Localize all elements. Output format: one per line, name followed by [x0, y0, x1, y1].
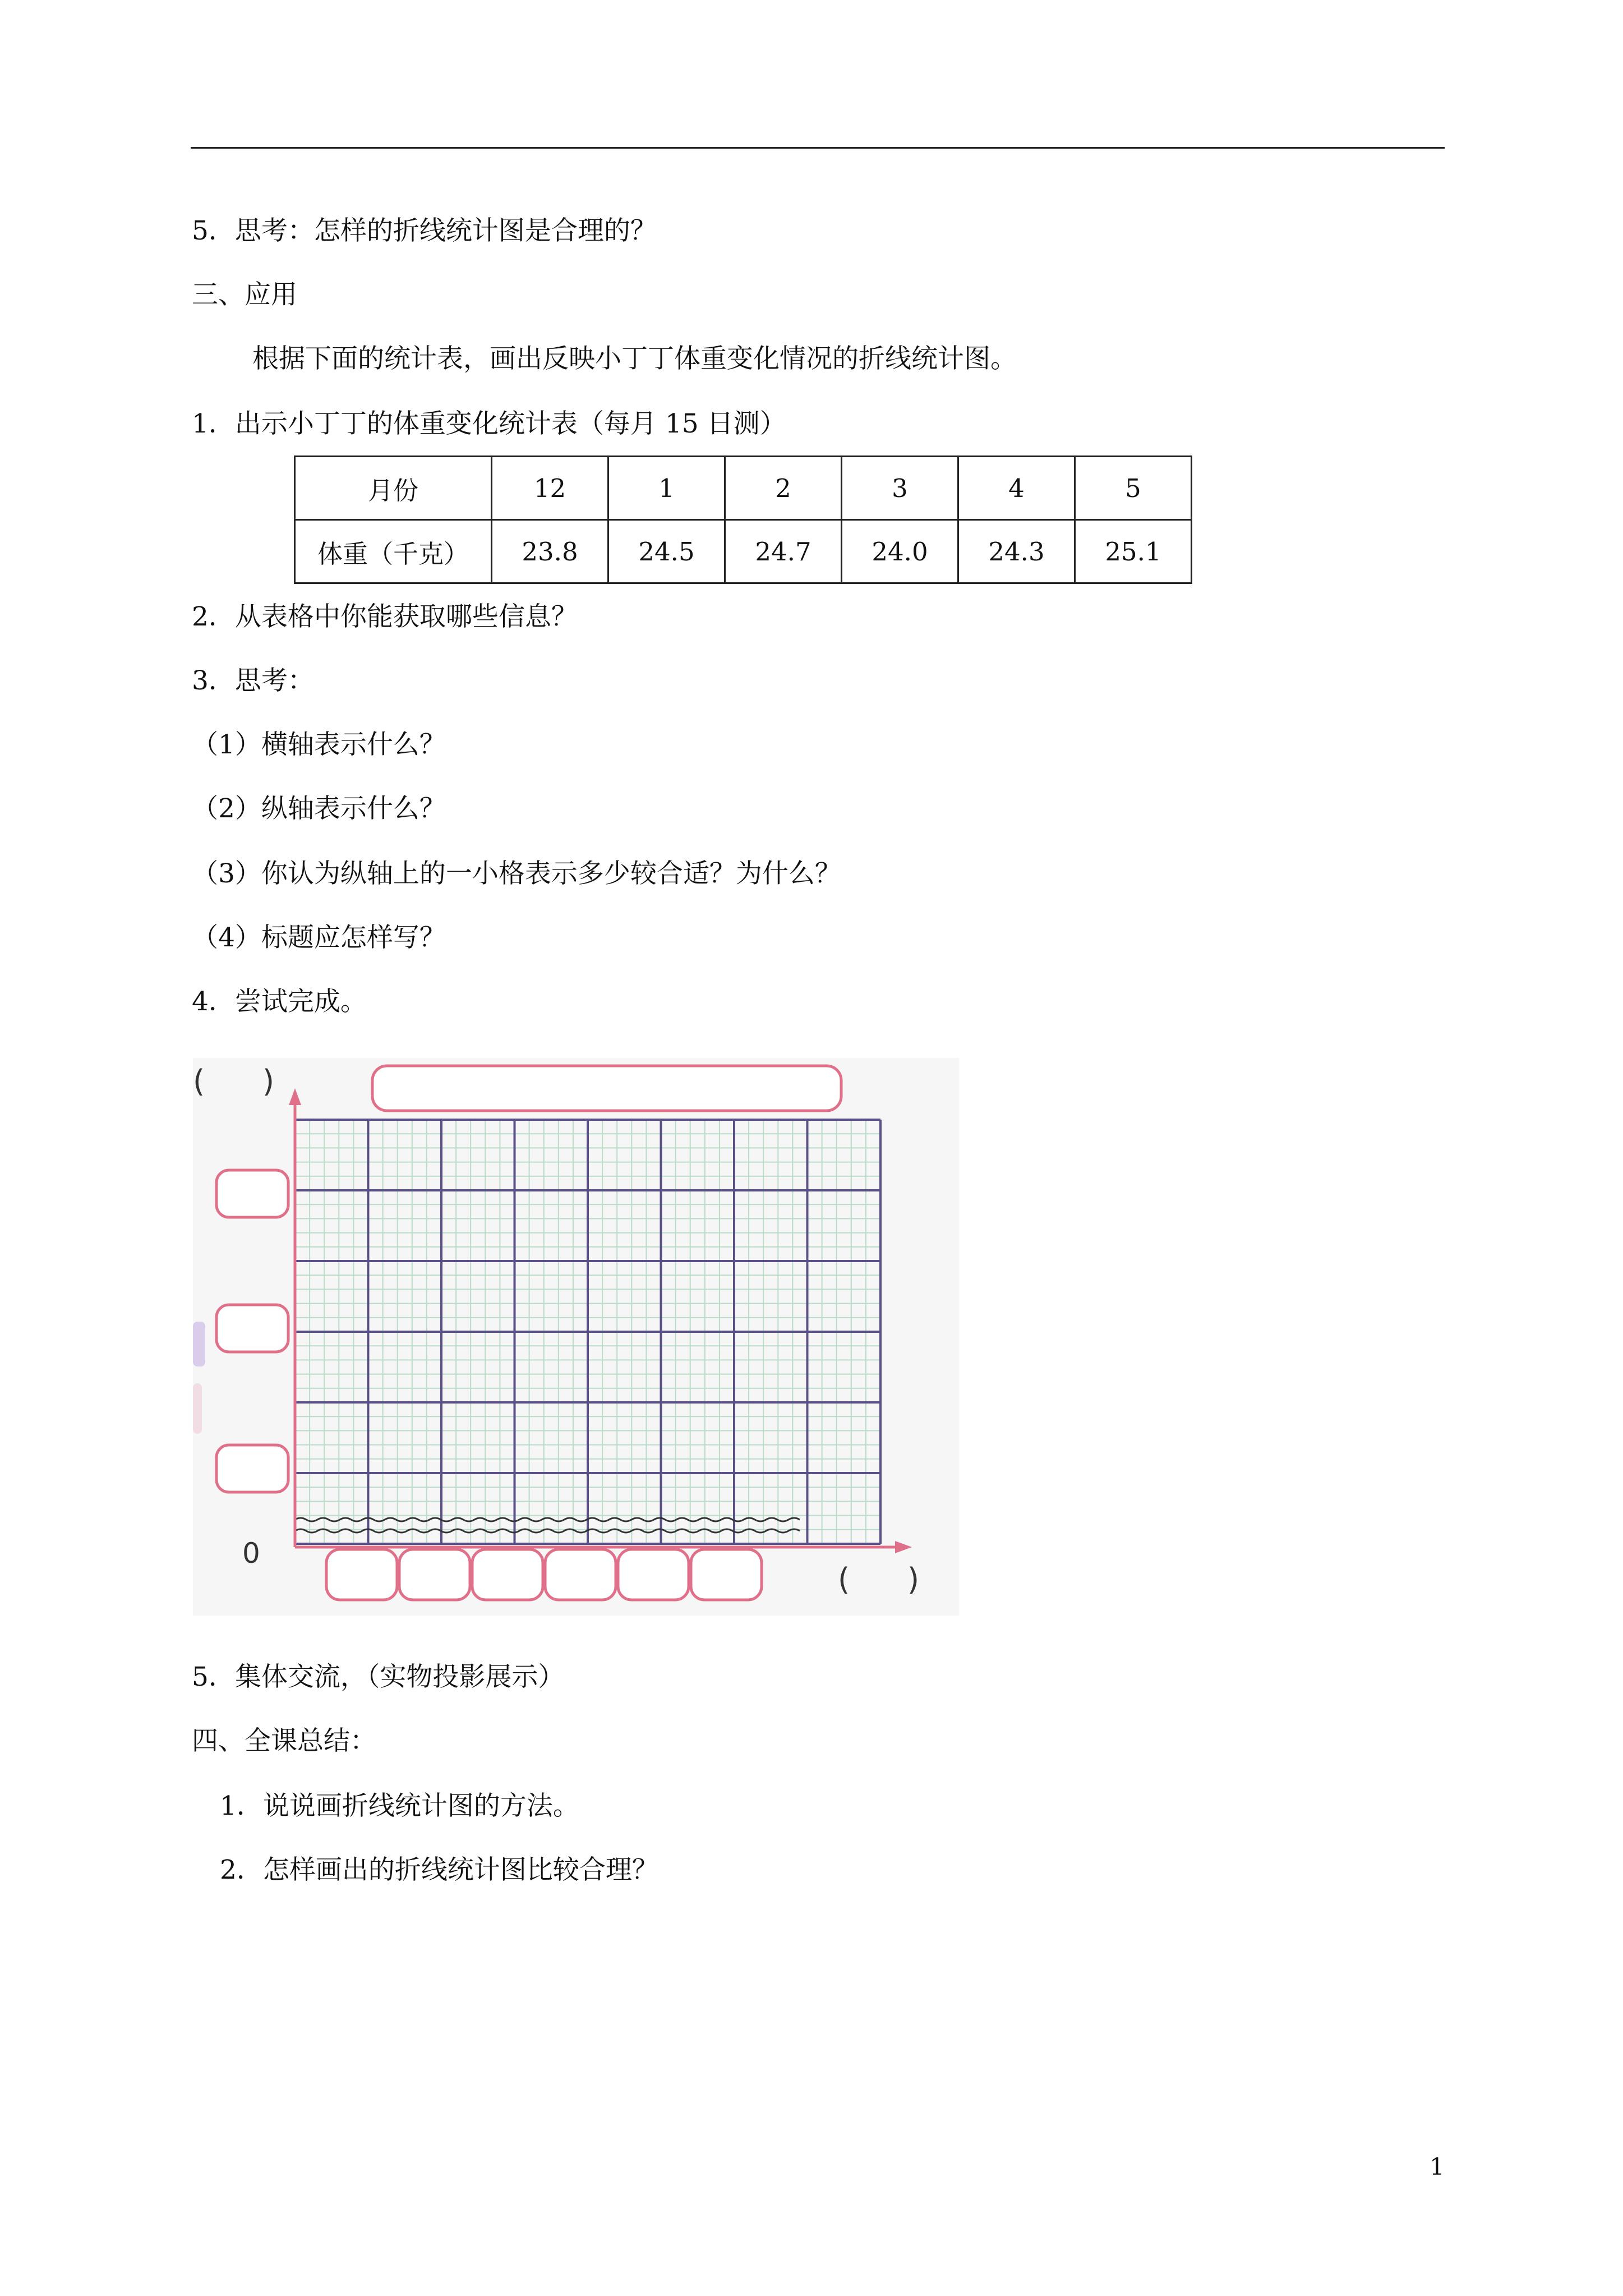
section-summary: 四、全课总结：: [192, 1726, 376, 1756]
weight-table: [294, 455, 1192, 584]
y-value-blank-box[interactable]: [216, 1170, 288, 1217]
summary-method: 1．说说画折线统计图的方法。: [220, 1791, 579, 1821]
x-category-blank-box[interactable]: [618, 1549, 689, 1600]
table-header-month: 月份: [295, 457, 492, 520]
table-cell: 24.7: [725, 520, 842, 583]
side-mark: [193, 1322, 205, 1366]
summary-reasonable: 2．怎样画出的折线统计图比较合理？: [220, 1855, 658, 1885]
title-blank-box[interactable]: [372, 1066, 841, 1111]
y-unit-label: ( ): [193, 1064, 275, 1099]
section-application: 三、应用: [192, 279, 297, 310]
x-category-blank-box[interactable]: [326, 1549, 397, 1600]
table-cell: 23.8: [492, 520, 608, 583]
axis-break-line: [295, 1518, 800, 1521]
table-cell: 1: [608, 457, 725, 520]
item-group-exchange: 5．集体交流，（实物投影展示）: [192, 1662, 565, 1692]
x-unit-label: ( ): [838, 1562, 920, 1597]
page-number: 1: [1430, 2153, 1445, 2180]
y-axis-arrow-icon: [289, 1088, 301, 1105]
x-category-blank-box[interactable]: [399, 1549, 470, 1600]
table-cell: 24.0: [842, 520, 958, 583]
question-grid-unit: （3）你认为纵轴上的一小格表示多少较合适？为什么？: [192, 858, 841, 889]
origin-label: 0: [242, 1537, 260, 1570]
table-cell: 5: [1075, 457, 1192, 520]
table-cell: 3: [842, 457, 958, 520]
question-title: （4）标题应怎样写？: [192, 922, 446, 953]
table-row: [295, 457, 1192, 520]
question-try: 4．尝试完成。: [192, 986, 367, 1017]
table-cell: 12: [492, 457, 608, 520]
chart-grid-svg: [193, 1058, 959, 1616]
y-value-blank-box[interactable]: [216, 1305, 288, 1352]
item-show-table: 1．出示小丁丁的体重变化统计表（每月 15 日测）: [192, 408, 786, 439]
table-cell: 25.1: [1075, 520, 1192, 583]
x-category-blank-box[interactable]: [691, 1549, 762, 1600]
x-axis-arrow-icon: [895, 1541, 912, 1553]
application-instruction: 根据下面的统计表，画出反映小丁丁体重变化情况的折线统计图。: [252, 343, 1017, 374]
table-header-weight: 体重（千克）: [295, 520, 492, 583]
question-y-axis: （2）纵轴表示什么？: [192, 793, 446, 824]
x-category-blank-box[interactable]: [545, 1549, 616, 1600]
side-mark: [193, 1383, 202, 1434]
question-info: 2．从表格中你能获取哪些信息？: [192, 601, 578, 632]
table-cell: 24.3: [958, 520, 1075, 583]
question-x-axis: （1）横轴表示什么？: [192, 729, 446, 760]
y-value-blank-box[interactable]: [216, 1445, 288, 1492]
x-category-blank-box[interactable]: [472, 1549, 543, 1600]
table-row: [295, 520, 1192, 583]
item-think-reasonable: 5．思考：怎样的折线统计图是合理的？: [192, 215, 657, 246]
table-cell: 4: [958, 457, 1075, 520]
axis-break-line: [295, 1529, 800, 1533]
header-rule: [191, 147, 1445, 149]
table-cell: 2: [725, 457, 842, 520]
question-think: 3．思考：: [192, 665, 314, 696]
blank-line-chart-template: [193, 1058, 959, 1616]
table-cell: 24.5: [608, 520, 725, 583]
